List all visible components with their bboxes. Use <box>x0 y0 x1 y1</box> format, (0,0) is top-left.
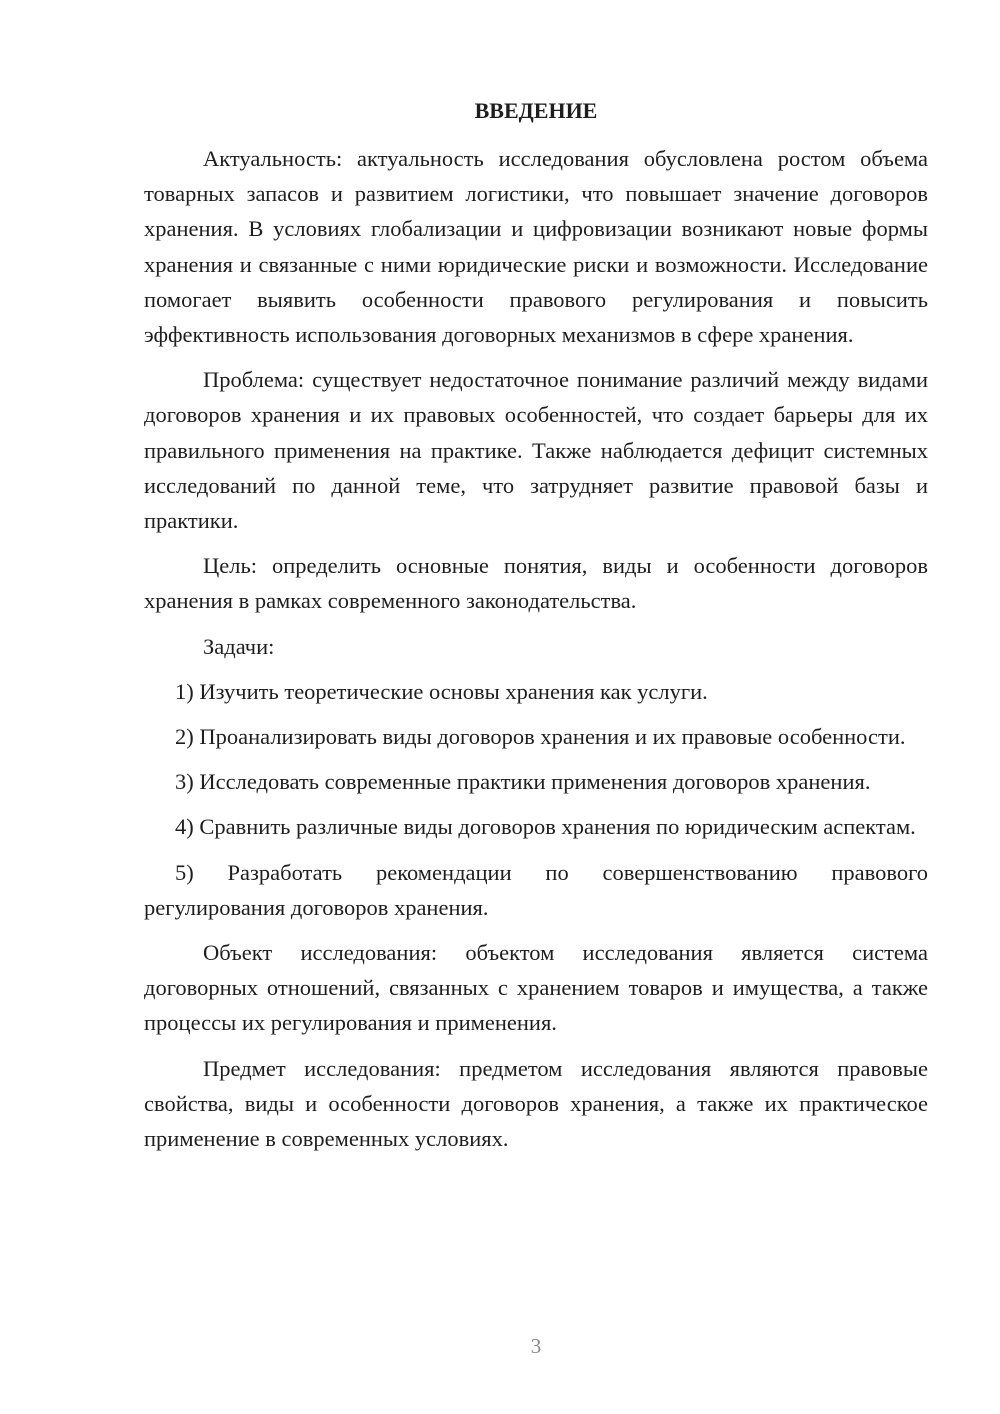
paragraph-goal: Цель: определить основные понятия, виды и особенности договоров хранения в рамках современного законодательства. <box>144 553 928 614</box>
page-number: 3 <box>530 1334 542 1358</box>
paragraph-relevance: Актуальность: актуальность исследования обусловлена ростом объема товарных запасов и развитием логистики, что повышает значение договоров хранения. В условиях глобализации и цифровизации возникают новые формы хранения и связанные с ними юридические риски и возможности. Исследование помогает выявить особенности правового регулирования и повысить эффективность использования договорных механизмов в сфере хранения. <box>144 146 928 348</box>
task-item-3: 3) Исследовать современные практики применения договоров хранения. <box>175 769 871 795</box>
task-item-2: 2) Проанализировать виды договоров хранения и их правовые особенности. <box>175 724 906 750</box>
tasks-heading: Задачи: <box>203 633 275 659</box>
task-item-5: 5) Разработать рекомендации по совершенствованию правового регулирования договоров хранения. <box>144 859 928 920</box>
page-title: ВВЕДЕНИЕ <box>474 98 598 123</box>
paragraph-problem: Проблема: существует недостаточное понимание различий между видами договоров хранения и их правовых особенностей, что создает барьеры для их правильного применения на практике. Также наблюдается дефицит системных исследований по данной теме, что затрудняет развитие правовой базы и практики. <box>144 367 928 534</box>
task-item-1: 1) Изучить теоретические основы хранения как услуги. <box>175 678 708 704</box>
paragraph-object: Объект исследования: объектом исследования является система договорных отношений, связанных с хранением товаров и имущества, а также процессы их регулирования и применения. <box>144 940 928 1036</box>
task-item-4: 4) Сравнить различные виды договоров хранения по юридическим аспектам. <box>175 814 916 840</box>
document-body <box>144 94 928 1166</box>
paragraph-subject: Предмет исследования: предметом исследования являются правовые свойства, виды и особенности договоров хранения, а также их практическое применение в современных условиях. <box>144 1055 928 1152</box>
